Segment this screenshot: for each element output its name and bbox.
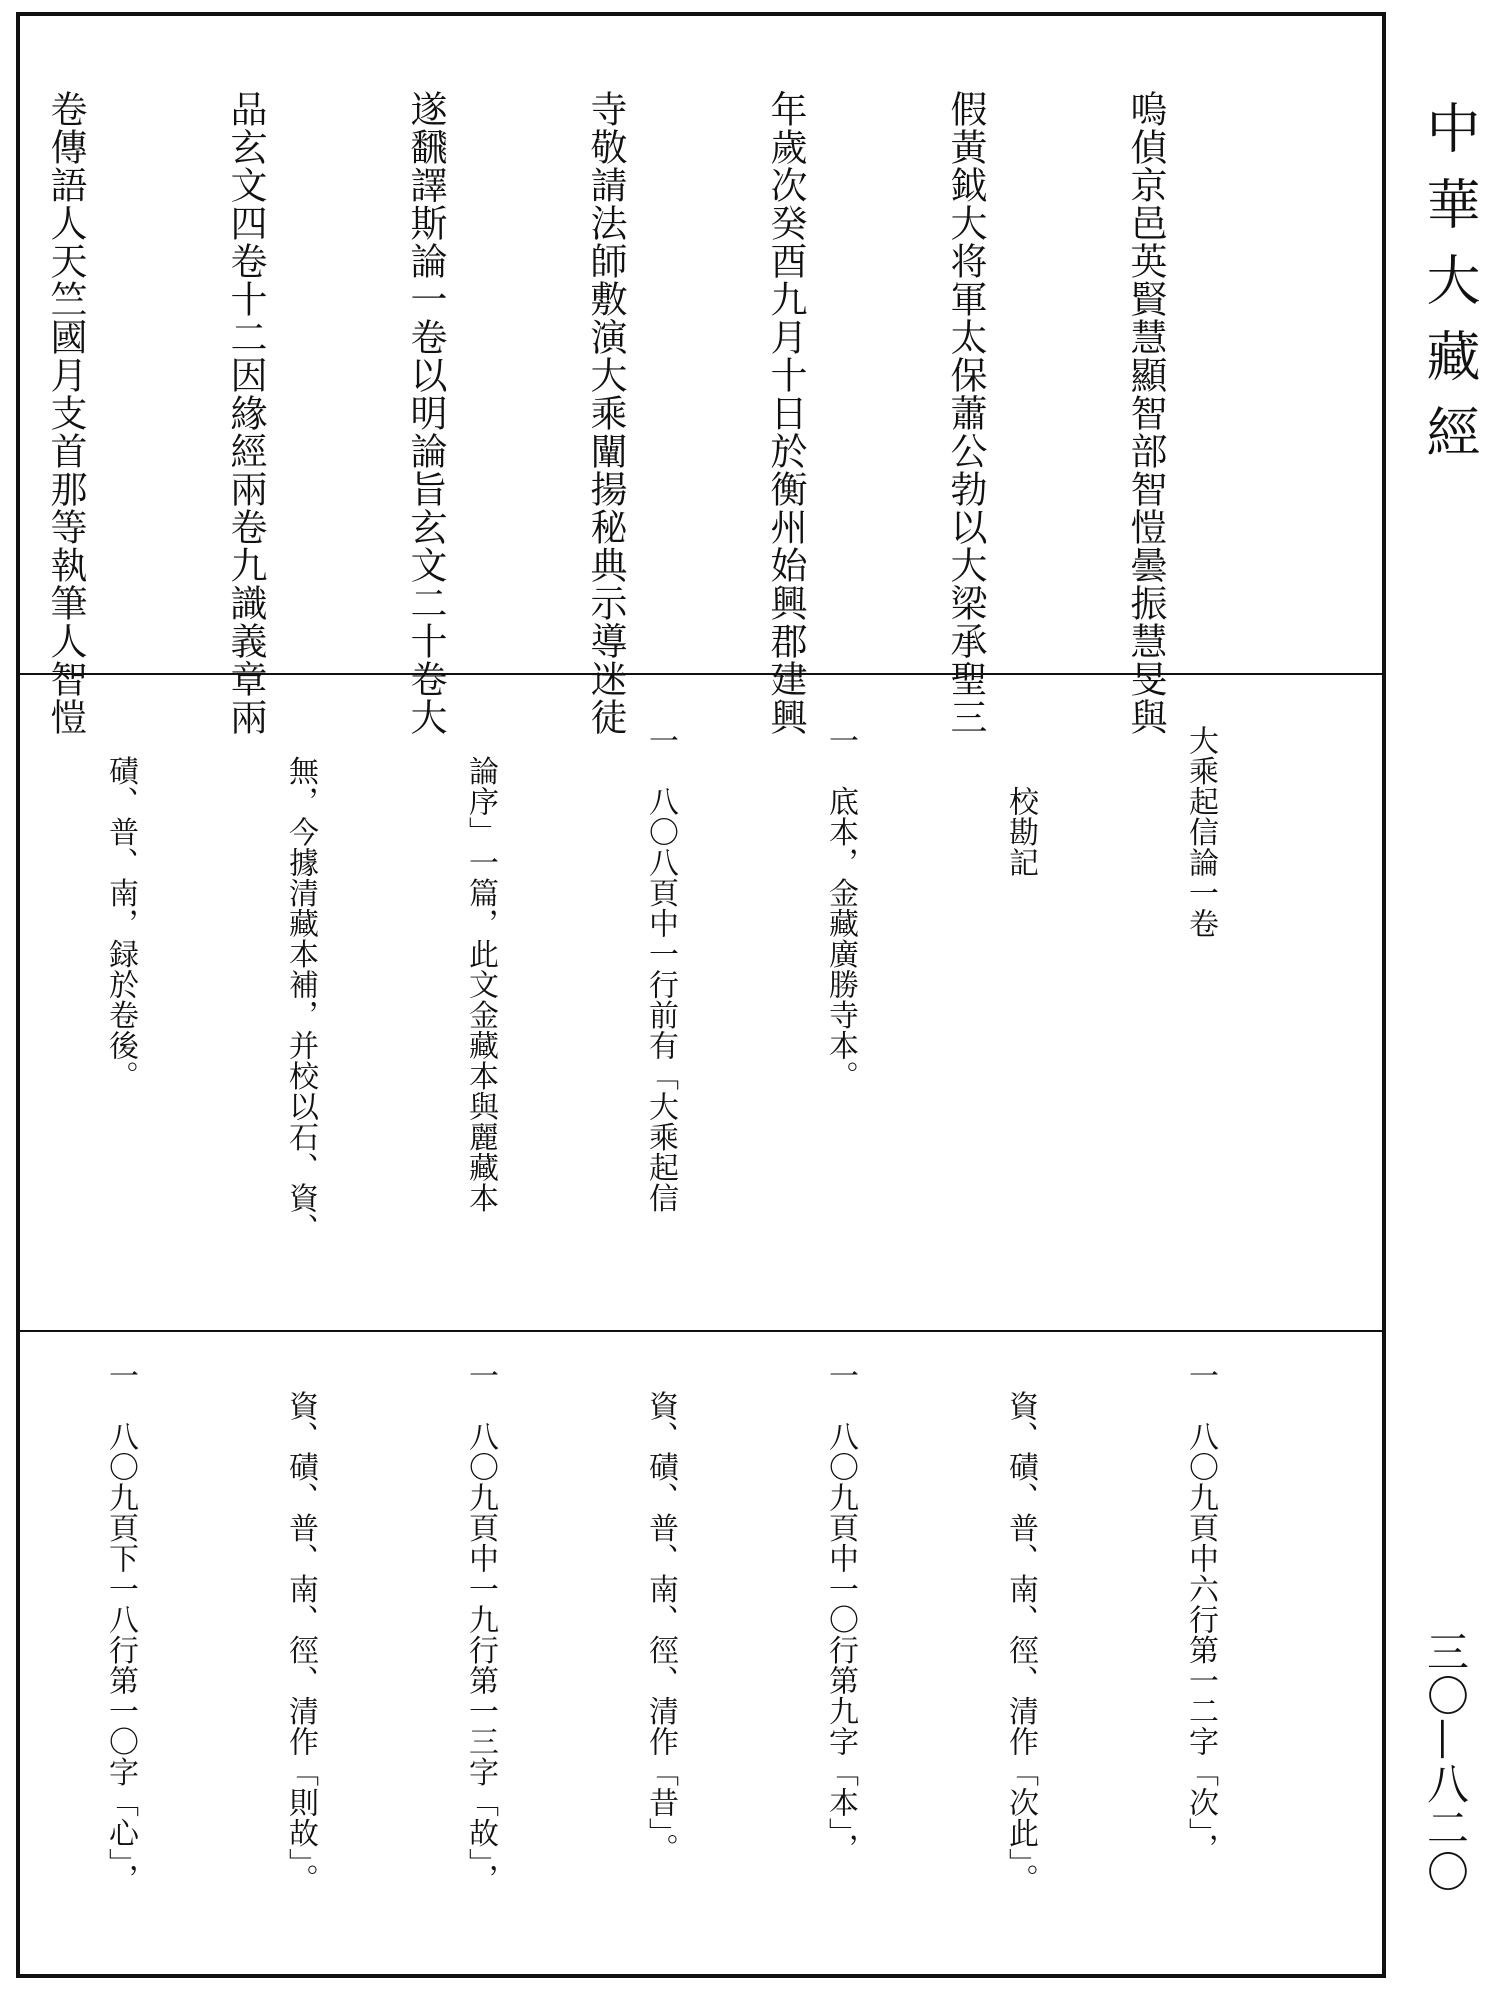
preface-line: 假黃鉞大将軍太保蕭公勃以大梁承聖三 — [944, 90, 987, 736]
collation-line: 資、磧、普、南、徑、清作「則故」。 — [283, 1360, 318, 1894]
collation-line: 一 八〇八頁中一行前有「大乘起信 — [643, 725, 678, 1213]
collation-line: 磧、普、南，録於卷後。 — [103, 725, 138, 1091]
collation-line: 資、磧、普、南、徑、清作「次此」。 — [1003, 1360, 1038, 1894]
collation-line: 一 八〇九頁中一〇行第九字「本」， — [823, 1360, 858, 1864]
collation-line: 一 八〇九頁中一九行第一三字「故」， — [463, 1360, 498, 1894]
collation-line: 一 八〇九頁中六行第一二字「次」， — [1183, 1360, 1218, 1864]
collation-line: 一 八〇九頁下一八行第一〇字「心」， — [103, 1360, 138, 1894]
collation-notes-lower — [60, 1360, 1350, 1960]
preface-line: 嗚偵京邑英賢慧顯智部智愷曇振慧旻與 — [1124, 90, 1167, 736]
preface-line: 寺敬請法師敷演大乘闡揚秘典示導迷徒 — [584, 90, 627, 736]
collation-line: 論序」一篇，此文金藏本與麗藏本 — [463, 725, 498, 1213]
collation-line: 無，今據清藏本補，并校以石、資、 — [283, 725, 318, 1244]
page-number: 三〇—八二〇 — [1421, 1630, 1470, 1894]
collation-heading: 大乘起信論一卷 — [1183, 725, 1218, 939]
collation-subheading: 校勘記 — [1003, 725, 1038, 878]
collation-line: 資、磧、普、南、徑、清作「昔」。 — [643, 1360, 678, 1864]
preface-line: 年歲次癸酉九月十日於衡州始興郡建興 — [764, 90, 807, 736]
preface-line: 遂飜譯斯論一卷以明論旨玄文二十卷大 — [404, 90, 447, 736]
preface-line: 品玄文四卷十二因緣經兩卷九識義章兩 — [224, 90, 267, 736]
preface-line: 卷傳語人天竺國月支首那等執筆人智愷 — [44, 90, 87, 736]
collation-line: 一 底本，金藏廣勝寺本。 — [823, 725, 858, 1091]
side-title: 中華大藏經 — [1418, 100, 1481, 480]
preface-text — [44, 90, 1295, 736]
collation-notes-upper — [60, 725, 1350, 1345]
